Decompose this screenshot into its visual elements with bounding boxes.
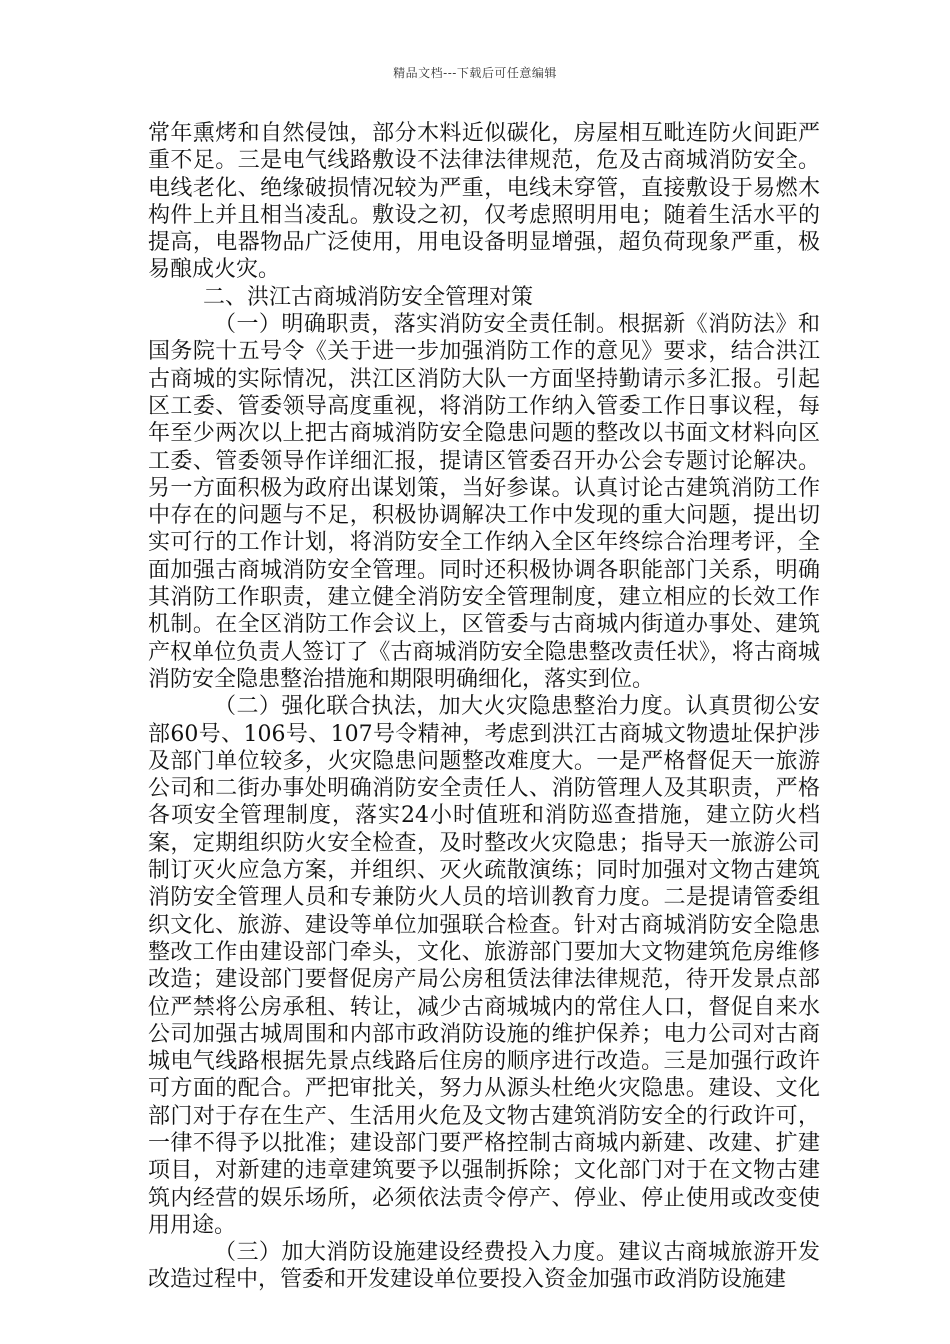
document-body xyxy=(148,120,820,1294)
section-heading: 二、洪江古商城消防安全管理对策 xyxy=(203,284,534,310)
paragraph-responsibility: （一）明确职责，落实消防安全责任制。根据新《消防法》和国务院十五号令《关于进一步加强消防工作的意见》要求，结合洪江古商城的实际情况，洪江区消防大队一方面坚持勤请示多汇报。引起区工委、管委领导高度重视，将消防工作纳入管委工作日事议程，每年至少两次以上把古商城消防安全隐患问题的整改以书面文材料向区工委、管委领导作详细汇报，提请区管委召开办公会专题讨论解决。另一方面积极为政府出谋划策，当好参谋。认真讨论古建筑消防工作中存在的问题与不足，积极协调解决工作中发现的重大问题，提出切实可行的工作计划，将消防安全工作纳入全区年终综合治理考评，全面加强古商城消防安全管理。同时还积极协调各职能部门关系，明确其消防工作职责，建立健全消防安全管理制度，建立相应的长效工作机制。在全区消防工作会议上，区管委与古商城内街道办事处、建筑产权单位负责人签订了《古商城消防安全隐患整改责任状》，将古商城消防安全隐患整治措施和期限明确细化，落实到位。 xyxy=(148,312,820,692)
paragraph-continuation: 常年熏烤和自然侵蚀，部分木料近似碳化，房屋相互毗连防火间距严重不足。三是电气线路敷设不法律法律规范，危及古商城消防安全。电线老化、绝缘破损情况较为严重，电线未穿管，直接敷设于易燃木构件上并且相当凌乱。敷设之初，仅考虑照明用电；随着生活水平的提高，电器物品广泛使用，用电设备明显增强，超负荷现象严重，极易酿成火灾。 xyxy=(148,121,820,283)
page-header: 精品文档---下载后可任意编辑 xyxy=(393,66,557,80)
paragraph-joint-enforcement: （二）强化联合执法，加大火灾隐患整治力度。认真贯彻公安部60号、106号、107号令精神，考虑到洪江古商城文物遗址保护涉及部门单位较多，火灾隐患问题整改难度大。一是严格督促天一旅游公司和二街办事处明确消防安全责任人、消防管理人及其职责，严格各项安全管理制度，落实24小时值班和消防巡查措施，建立防火档案，定期组织防火安全检查，及时整改火灾隐患；指导天一旅游公司制订灭火应急方案，并组织、灭火疏散演练；同时加强对文物古建筑消防安全管理人员和专兼防火人员的培训教育力度。二是提请管委组织文化、旅游、建设等单位加强联合检查。针对古商城消防安全隐患整改工作由建设部门牵头，文化、旅游部门要加大文物建筑危房维修改造；建设部门要督促房产局公房租赁法律法律规范，待开发景点部位严禁将公房承租、转让，减少古商城城内的常住人口，督促自来水公司加强古城周围和内部市政消防设施的维护保养；电力公司对古商城电气线路根据先景点线路后住房的顺序进行改造。三是加强行政许可方面的配合。严把审批关，努力从源头杜绝火灾隐患。建设、文化部门对于存在生产、生活用火危及文物古建筑消防安全的行政许可，一律不得予以批准；建设部门要严格控制古商城内新建、改建、扩建项目，对新建的违章建筑要予以强制拆除；文化部门对于在文物古建筑内经营的娱乐场所，必须依法责令停产、停业、停止使用或改变使用用途。 xyxy=(148,694,820,1238)
paragraph-funding: （三）加大消防设施建设经费投入力度。建议古商城旅游开发改造过程中，管委和开发建设单位要投入资金加强市政消防设施建 xyxy=(148,1240,820,1293)
